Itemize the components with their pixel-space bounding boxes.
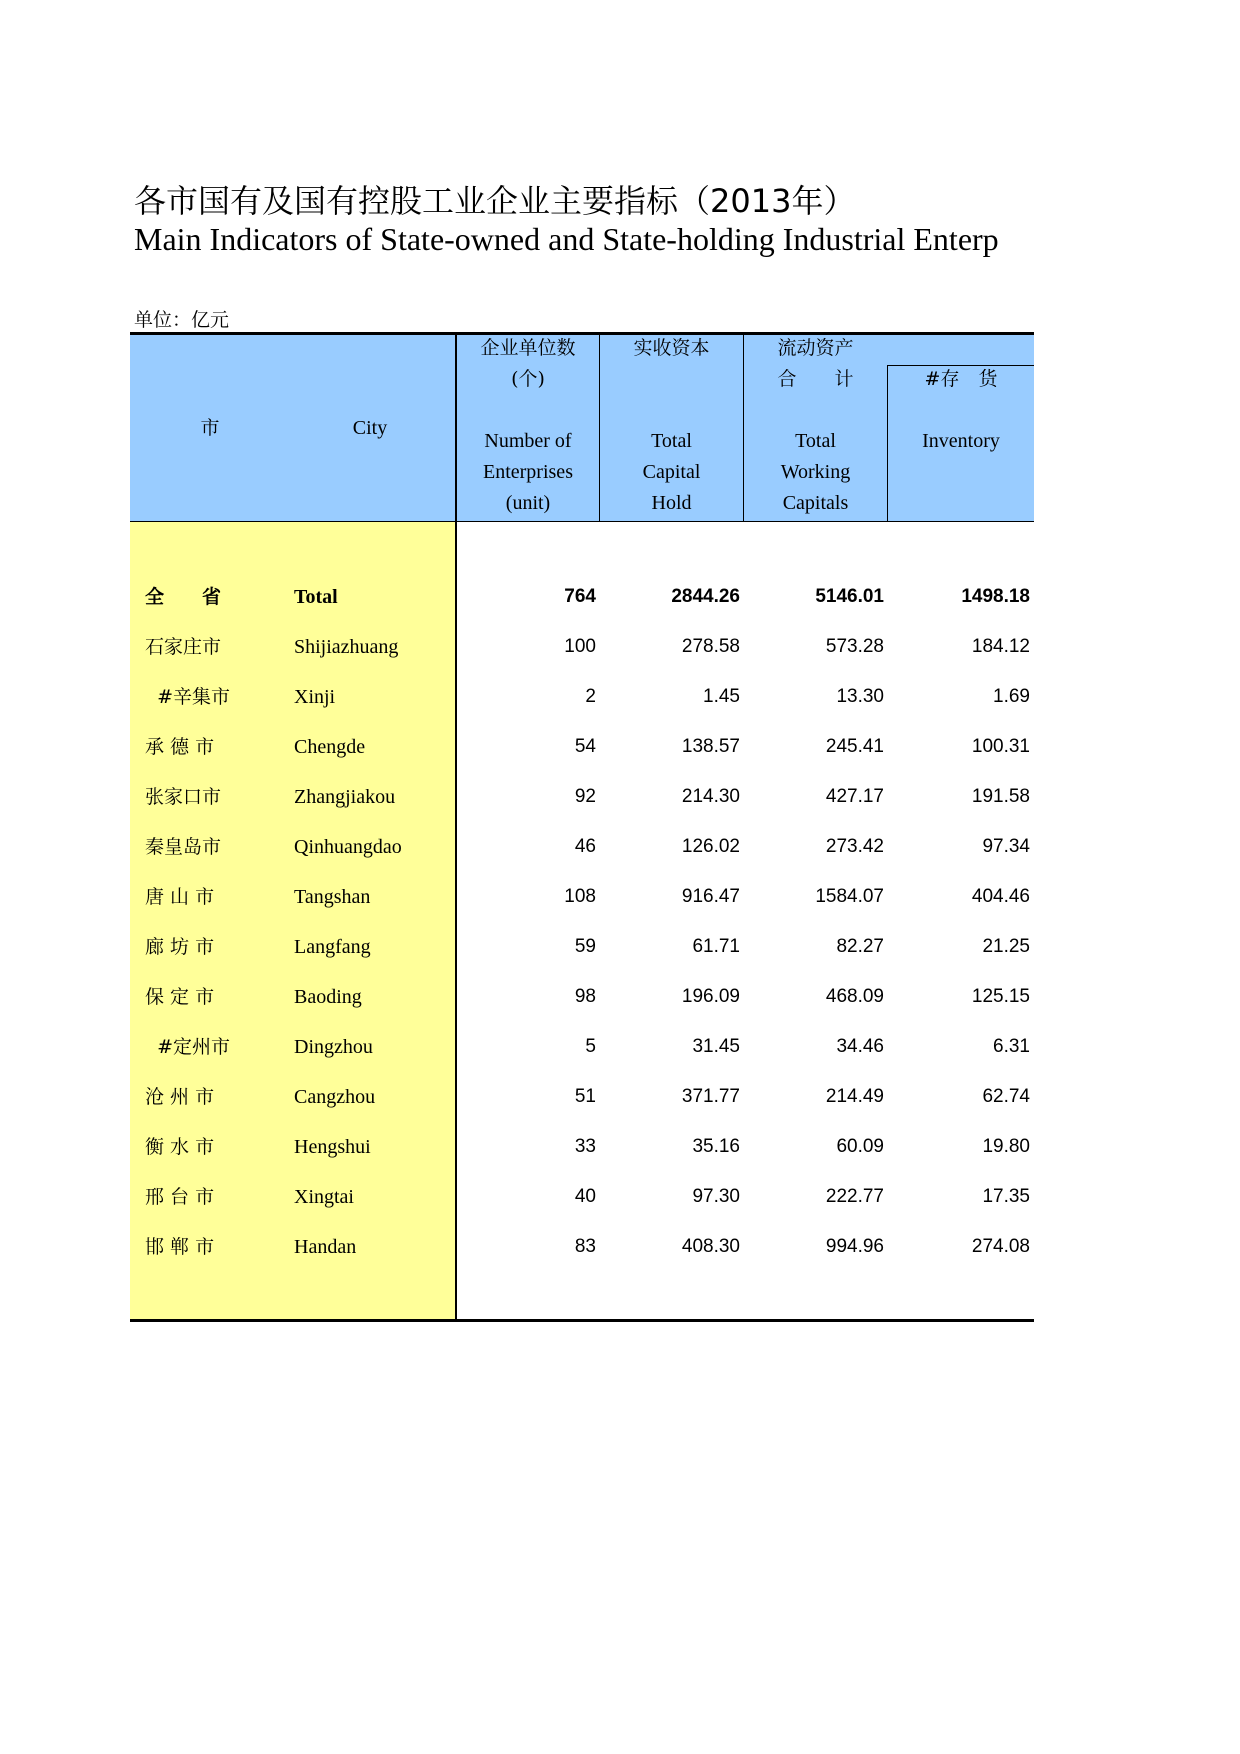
page-title-cn: 各市国有及国有控股工业企业主要指标（2013年） bbox=[134, 182, 856, 220]
row-name-cn: 衡 水 市 bbox=[145, 1136, 215, 1158]
cell-capital: 2844.26 bbox=[671, 586, 740, 607]
page-title-en: Main Indicators of State-owned and State-holding Industrial Enterp bbox=[134, 221, 999, 257]
row-name-en: Hengshui bbox=[294, 1136, 371, 1158]
row-name-cn: 全 省 bbox=[145, 586, 222, 608]
cell-capital: 126.02 bbox=[681, 836, 740, 857]
cell-inventory: 191.58 bbox=[971, 786, 1030, 807]
row-name-en: Qinhuangdao bbox=[294, 836, 402, 858]
cell-capital: 31.45 bbox=[692, 1036, 740, 1057]
row-name-en: Xinji bbox=[294, 686, 336, 708]
cell-inventory: 404.46 bbox=[971, 886, 1030, 907]
table-row bbox=[130, 827, 1034, 867]
cell-inventory: 17.35 bbox=[982, 1186, 1030, 1207]
header-city-en: City bbox=[352, 417, 388, 439]
table-row bbox=[130, 1127, 1034, 1167]
table-row bbox=[130, 927, 1034, 967]
cell-inventory: 274.08 bbox=[971, 1236, 1030, 1257]
cell-inventory: 62.74 bbox=[982, 1086, 1030, 1107]
cell-inventory: 6.31 bbox=[993, 1036, 1030, 1057]
cell-inventory: 21.25 bbox=[982, 936, 1030, 957]
cell-inventory: 97.34 bbox=[982, 836, 1030, 857]
cell-working: 34.46 bbox=[836, 1036, 884, 1057]
row-name-en: Baoding bbox=[294, 986, 362, 1008]
cell-enterprises: 108 bbox=[564, 886, 596, 907]
header-working-capital: 流动资产 合 计 Total Working Capitals bbox=[777, 337, 854, 514]
cell-working: 245.41 bbox=[825, 736, 884, 757]
cell-working: 573.28 bbox=[825, 636, 884, 657]
cell-enterprises: 54 bbox=[574, 736, 596, 757]
row-name-cn: #定州市 bbox=[145, 1036, 230, 1058]
cell-capital: 371.77 bbox=[681, 1086, 740, 1107]
row-name-cn: 唐 山 市 bbox=[145, 886, 215, 908]
cell-enterprises: 46 bbox=[574, 836, 596, 857]
row-name-cn: 沧 州 市 bbox=[145, 1086, 215, 1108]
cell-capital: 196.09 bbox=[681, 986, 740, 1007]
cell-capital: 1.45 bbox=[703, 686, 740, 707]
table-row bbox=[130, 777, 1034, 817]
cell-inventory: 1498.18 bbox=[961, 586, 1030, 607]
row-name-en: Zhangjiakou bbox=[294, 786, 396, 808]
cell-capital: 408.30 bbox=[681, 1236, 740, 1257]
table-row bbox=[130, 1227, 1034, 1267]
cell-capital: 61.71 bbox=[692, 936, 740, 957]
table-row bbox=[130, 977, 1034, 1017]
cell-capital: 138.57 bbox=[681, 736, 740, 757]
cell-working: 5146.01 bbox=[815, 586, 884, 607]
cell-enterprises: 40 bbox=[574, 1186, 596, 1207]
cell-enterprises: 33 bbox=[574, 1136, 596, 1157]
row-name-cn: 廊 坊 市 bbox=[145, 936, 215, 958]
cell-working: 222.77 bbox=[825, 1186, 884, 1207]
row-name-en: Tangshan bbox=[294, 886, 371, 908]
cell-inventory: 125.15 bbox=[971, 986, 1030, 1007]
row-name-en: Chengde bbox=[294, 736, 366, 758]
table-row bbox=[130, 727, 1034, 767]
cell-enterprises: 5 bbox=[585, 1036, 596, 1057]
cell-working: 82.27 bbox=[836, 936, 884, 957]
cell-enterprises: 51 bbox=[574, 1086, 596, 1107]
cell-working: 1584.07 bbox=[815, 886, 884, 907]
header-city-cn: 市 bbox=[200, 417, 220, 439]
cell-enterprises: 764 bbox=[564, 586, 596, 607]
cell-inventory: 1.69 bbox=[993, 686, 1030, 707]
cell-inventory: 100.31 bbox=[971, 736, 1030, 757]
row-name-cn: 张家口市 bbox=[145, 786, 222, 808]
cell-working: 427.17 bbox=[825, 786, 884, 807]
row-name-cn: 秦皇岛市 bbox=[145, 836, 222, 858]
table-row bbox=[130, 1027, 1034, 1067]
row-name-en: Handan bbox=[294, 1236, 357, 1258]
table-row bbox=[130, 1077, 1034, 1117]
row-name-en: Langfang bbox=[294, 936, 371, 958]
row-name-cn: 承 德 市 bbox=[145, 736, 215, 758]
row-name-cn: 石家庄市 bbox=[145, 636, 222, 658]
table-row bbox=[130, 1177, 1034, 1217]
header-bottom-rule bbox=[130, 521, 1034, 522]
cell-working: 273.42 bbox=[825, 836, 884, 857]
row-name-en: Total bbox=[294, 586, 338, 608]
row-name-cn: #辛集市 bbox=[145, 686, 230, 708]
cell-enterprises: 2 bbox=[585, 686, 596, 707]
row-name-en: Xingtai bbox=[294, 1186, 354, 1208]
row-name-en: Shijiazhuang bbox=[294, 636, 399, 658]
cell-capital: 97.30 bbox=[692, 1186, 740, 1207]
row-name-en: Dingzhou bbox=[294, 1036, 373, 1058]
header-enterprises: 企业单位数 (个) Number of Enterprises (unit) bbox=[480, 337, 576, 514]
table-row bbox=[130, 627, 1034, 667]
cell-working: 468.09 bbox=[825, 986, 884, 1007]
cell-working: 60.09 bbox=[836, 1136, 884, 1157]
cell-enterprises: 59 bbox=[574, 936, 596, 957]
cell-capital: 278.58 bbox=[681, 636, 740, 657]
cell-working: 994.96 bbox=[825, 1236, 884, 1257]
cell-enterprises: 98 bbox=[574, 986, 596, 1007]
cell-enterprises: 92 bbox=[574, 786, 596, 807]
row-name-en: Cangzhou bbox=[294, 1086, 376, 1108]
table-row bbox=[130, 677, 1034, 717]
cell-inventory: 19.80 bbox=[982, 1136, 1030, 1157]
cell-capital: 916.47 bbox=[681, 886, 740, 907]
cell-enterprises: 83 bbox=[574, 1236, 596, 1257]
header-capital: 实收资本 Total Capital Hold bbox=[633, 337, 710, 514]
cell-working: 214.49 bbox=[825, 1086, 884, 1107]
table-row-total bbox=[130, 577, 1034, 617]
cell-capital: 214.30 bbox=[681, 786, 740, 807]
cell-enterprises: 100 bbox=[564, 636, 596, 657]
header-inventory: #存 货 Inventory bbox=[922, 368, 1000, 452]
cell-inventory: 184.12 bbox=[971, 636, 1030, 657]
row-name-cn: 保 定 市 bbox=[145, 986, 215, 1008]
row-name-cn: 邢 台 市 bbox=[145, 1186, 215, 1208]
cell-working: 13.30 bbox=[836, 686, 884, 707]
row-name-cn: 邯 郸 市 bbox=[145, 1236, 215, 1258]
unit-label: 单位：亿元 bbox=[134, 309, 230, 331]
cell-capital: 35.16 bbox=[692, 1136, 740, 1157]
bottom-rule bbox=[130, 1319, 1034, 1322]
table-row bbox=[130, 877, 1034, 917]
